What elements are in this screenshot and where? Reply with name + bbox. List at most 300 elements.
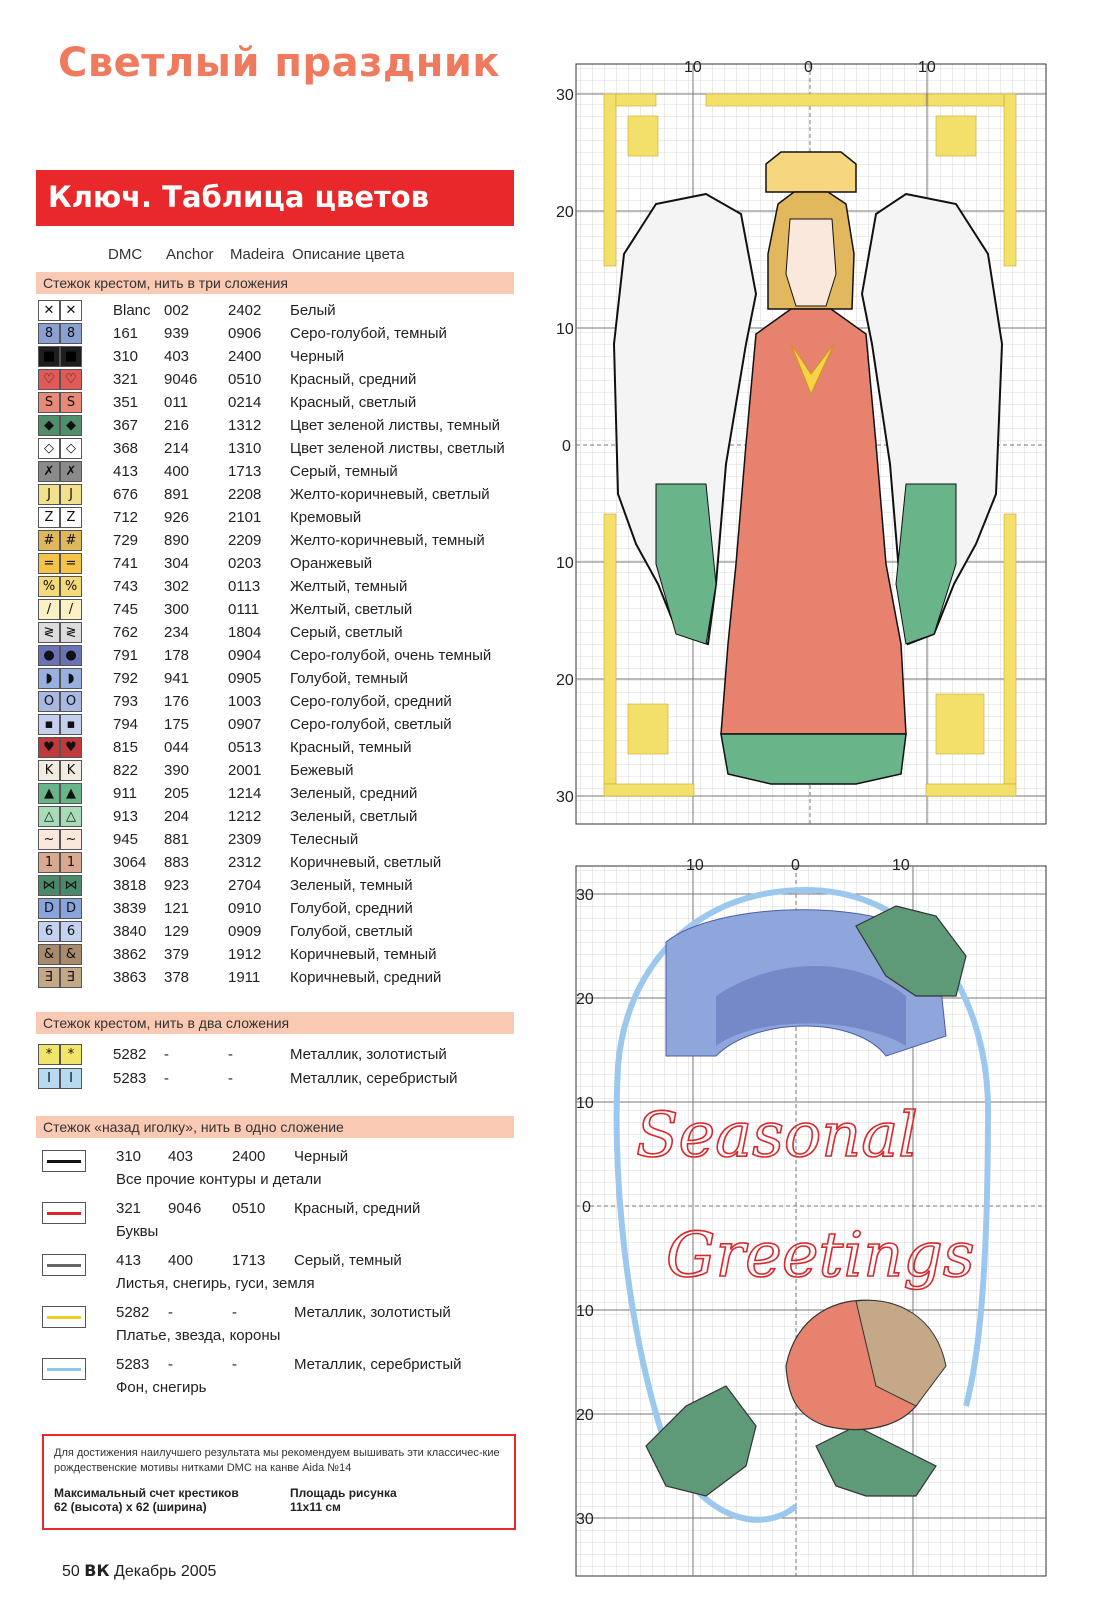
stitch-symbol: ≷ <box>60 622 82 643</box>
stitch-symbol: O <box>38 691 60 712</box>
backstitch-line <box>47 1212 81 1215</box>
anchor-number: 881 <box>164 831 190 848</box>
axis-left-20b: 20 <box>556 672 574 689</box>
dmc-number: 762 <box>113 624 139 641</box>
backstitch-row <box>36 1198 516 1248</box>
stitch-symbol: # <box>38 530 60 551</box>
stitch-symbol: 8 <box>60 323 82 344</box>
dmc-number: 743 <box>113 578 139 595</box>
madeira-number: 0906 <box>228 325 262 342</box>
dmc-number: 413 <box>116 1252 142 1269</box>
color-description: Зеленый, светлый <box>290 808 418 825</box>
color-description: Коричневый, темный <box>290 946 437 963</box>
color-key-row <box>36 414 516 437</box>
backstitch-swatch <box>42 1150 86 1172</box>
anchor-number: - <box>164 1046 169 1063</box>
anchor-number: 923 <box>164 877 190 894</box>
color-key-row <box>36 920 516 943</box>
stitch-symbol: # <box>60 530 82 551</box>
color-description: Металлик, золотистый <box>290 1046 447 1063</box>
dmc-number: 793 <box>113 693 139 710</box>
dmc-number: 945 <box>113 831 139 848</box>
section-title: Стежок крестом, нить в три сложения <box>43 275 288 291</box>
stitch-symbol: = <box>60 553 82 574</box>
color-description: Желто-коричневый, темный <box>290 532 485 549</box>
backstitch-row <box>36 1250 516 1300</box>
color-description: Металлик, серебристый <box>290 1070 458 1087</box>
anchor-number: 891 <box>164 486 190 503</box>
color-key-row <box>36 874 516 897</box>
color-description: Цвет зеленой листвы, светлый <box>290 440 505 457</box>
stitch-symbol: 6 <box>38 921 60 942</box>
color-key-row <box>36 437 516 460</box>
backstitch-row <box>36 1302 516 1352</box>
dmc-number: 791 <box>113 647 139 664</box>
color-key-row <box>36 322 516 345</box>
stitch-symbol: ◆ <box>38 415 60 436</box>
axis-top-left: 10 <box>684 59 702 76</box>
stitch-symbol: I <box>60 1068 82 1089</box>
backstitch-usage: Платье, звезда, короны <box>116 1327 281 1344</box>
backstitch-line <box>47 1368 81 1371</box>
stitch-symbol: % <box>38 576 60 597</box>
dmc-number: 911 <box>113 785 137 802</box>
stitch-symbol: & <box>60 944 82 965</box>
color-description: Красный, средний <box>294 1200 421 1217</box>
anchor-number: 941 <box>164 670 190 687</box>
color-description: Коричневый, светлый <box>290 854 442 871</box>
stitch-symbol: ◆ <box>60 415 82 436</box>
axis-top-left: 10 <box>686 857 704 874</box>
key-table-banner <box>36 170 514 226</box>
dmc-number: 5282 <box>116 1304 150 1321</box>
dmc-number: 310 <box>116 1148 142 1165</box>
dmc-number: 794 <box>113 716 139 733</box>
axis-left-30b: 30 <box>576 1511 594 1528</box>
axis-top-center: 0 <box>804 59 813 76</box>
stitch-symbol: △ <box>38 806 60 827</box>
dmc-number: 368 <box>113 440 139 457</box>
stitch-symbol: ◗ <box>38 668 60 689</box>
stitch-symbol: ♥ <box>60 737 82 758</box>
anchor-number: 129 <box>164 923 190 940</box>
dmc-number: 5282 <box>113 1046 147 1063</box>
color-description: Серо-голубой, светлый <box>290 716 452 733</box>
stitch-symbol: ≷ <box>38 622 60 643</box>
axis-top-center: 0 <box>791 857 800 874</box>
dmc-number: 741 <box>113 555 139 572</box>
color-description: Серый, светлый <box>290 624 403 641</box>
color-key-row <box>36 1043 516 1066</box>
anchor-number: 400 <box>168 1252 194 1269</box>
madeira-number: 1713 <box>232 1252 266 1269</box>
color-key-row <box>36 736 516 759</box>
color-key-row <box>36 506 516 529</box>
madeira-number: 1713 <box>228 463 262 480</box>
axis-left-20: 20 <box>556 204 574 221</box>
color-description: Черный <box>294 1148 349 1165</box>
halo <box>766 152 856 192</box>
madeira-number: 0910 <box>228 900 262 917</box>
dmc-number: 3839 <box>113 900 147 917</box>
stitch-symbol: ✗ <box>38 461 60 482</box>
madeira-number: 1912 <box>228 946 262 963</box>
color-key-row <box>36 966 516 989</box>
column-header-dmc: DMC <box>108 246 143 263</box>
design-area-value: 11x11 см <box>290 1500 341 1514</box>
anchor-number: 379 <box>164 946 190 963</box>
axis-left-10: 10 <box>556 321 574 338</box>
anchor-number: 400 <box>164 463 190 480</box>
anchor-number: 9046 <box>168 1200 202 1217</box>
column-header-madeira: Madeira <box>230 246 285 263</box>
dmc-number: 321 <box>116 1200 142 1217</box>
column-header-anchor: Anchor <box>166 246 214 263</box>
dmc-number: 3862 <box>113 946 147 963</box>
madeira-number: 0113 <box>228 578 261 595</box>
issue-date: Декабрь 2005 <box>113 1563 217 1580</box>
anchor-number: 175 <box>164 716 190 733</box>
madeira-number: 1310 <box>228 440 262 457</box>
anchor-number: - <box>164 1070 169 1087</box>
stitch-count-label: Максимальный счет крестиков <box>54 1486 239 1500</box>
madeira-number: 2209 <box>228 532 262 549</box>
axis-left-20b: 20 <box>576 1407 594 1424</box>
dmc-number: 161 <box>113 325 139 342</box>
color-description: Серо-голубой, очень темный <box>290 647 492 664</box>
page-title: Светлый праздник <box>58 40 501 86</box>
color-key-row <box>36 805 516 828</box>
madeira-number: 1003 <box>228 693 262 710</box>
angel-cross-stitch-chart <box>556 44 1058 830</box>
stitch-symbol: Ǝ <box>60 967 82 988</box>
backstitch-usage: Буквы <box>116 1223 159 1240</box>
seasonal-greetings-chart <box>556 846 1058 1584</box>
stitch-symbol: ~ <box>60 829 82 850</box>
dmc-number: 321 <box>113 371 139 388</box>
madeira-number: 0513 <box>228 739 262 756</box>
stitch-symbol: Z <box>38 507 60 528</box>
color-description: Серый, темный <box>294 1252 402 1269</box>
madeira-number: - <box>228 1046 233 1063</box>
color-key-row <box>36 851 516 874</box>
color-key-row <box>36 460 516 483</box>
stitch-symbol: ✕ <box>38 300 60 321</box>
madeira-number: 0510 <box>232 1200 266 1217</box>
color-key-row <box>36 828 516 851</box>
madeira-number: - <box>232 1304 237 1321</box>
color-key-row <box>36 943 516 966</box>
axis-left-30: 30 <box>576 887 594 904</box>
backstitch-usage: Все прочие контуры и детали <box>116 1171 322 1188</box>
anchor-number: 390 <box>164 762 190 779</box>
backstitch-usage: Фон, снегирь <box>116 1379 207 1396</box>
stitch-symbol: J <box>38 484 60 505</box>
madeira-number: 0905 <box>228 670 262 687</box>
dmc-number: 712 <box>113 509 139 526</box>
recommendation-note <box>42 1434 516 1530</box>
color-key-row <box>36 575 516 598</box>
color-key-row <box>36 759 516 782</box>
color-key-row <box>36 621 516 644</box>
color-key-row <box>36 782 516 805</box>
backstitch-swatch <box>42 1306 86 1328</box>
key-table-title: Ключ. Таблица цветов <box>48 180 430 214</box>
stitch-symbol: ♡ <box>60 369 82 390</box>
dmc-number: 367 <box>113 417 139 434</box>
madeira-number: 0111 <box>228 601 260 618</box>
stitch-symbol: Ǝ <box>38 967 60 988</box>
stitch-symbol: ⋈ <box>38 875 60 896</box>
madeira-number: - <box>228 1070 233 1087</box>
color-key-row <box>36 529 516 552</box>
color-description: Коричневый, средний <box>290 969 442 986</box>
stitch-symbol: S <box>38 392 60 413</box>
color-description: Красный, темный <box>290 739 412 756</box>
anchor-number: 403 <box>168 1148 194 1165</box>
anchor-number: 176 <box>164 693 190 710</box>
stitch-symbol: J <box>60 484 82 505</box>
stitch-symbol: I <box>38 1068 60 1089</box>
stitch-symbol: ◇ <box>60 438 82 459</box>
stitch-symbol: 1 <box>60 852 82 873</box>
color-description: Оранжевый <box>290 555 373 572</box>
angel-chart-svg <box>556 44 1058 830</box>
section-title: Стежок крестом, нить в два сложения <box>43 1015 290 1031</box>
color-key-row <box>36 598 516 621</box>
madeira-number: - <box>232 1356 237 1373</box>
color-description: Желтый, темный <box>290 578 408 595</box>
design-area-label: Площадь рисунка <box>290 1486 397 1500</box>
axis-left-10b: 10 <box>556 555 574 572</box>
stitch-symbol: ♥ <box>38 737 60 758</box>
anchor-number: 304 <box>164 555 190 572</box>
stitch-symbol: ⋈ <box>60 875 82 896</box>
stitch-symbol: / <box>38 599 60 620</box>
color-description: Белый <box>290 302 336 319</box>
color-description: Черный <box>290 348 345 365</box>
stitch-symbol: ● <box>38 645 60 666</box>
stitch-symbol: Z <box>60 507 82 528</box>
stitch-symbol: / <box>60 599 82 620</box>
note-text: Для достижения наилучшего результата мы рекомендуем вышивать эти классичес-кие рождественские мотивы нитками DMC на канве Aida №14 <box>54 1447 500 1474</box>
stitch-symbol: ■ <box>38 346 60 367</box>
backstitch-line <box>47 1316 81 1319</box>
madeira-number: 2001 <box>228 762 262 779</box>
anchor-number: - <box>168 1356 173 1373</box>
dmc-number: 729 <box>113 532 139 549</box>
color-key-row <box>36 299 516 322</box>
section-cross-stitch-three-strands <box>36 272 514 294</box>
greeting-line-1: Seasonal <box>636 1098 918 1171</box>
anchor-number: 926 <box>164 509 190 526</box>
madeira-number: 1214 <box>228 785 262 802</box>
color-key-row <box>36 483 516 506</box>
color-description: Серо-голубой, темный <box>290 325 447 342</box>
stitch-symbol: ▪ <box>38 714 60 735</box>
anchor-number: 883 <box>164 854 190 871</box>
anchor-number: 300 <box>164 601 190 618</box>
backstitch-line <box>47 1264 81 1267</box>
color-description: Зеленый, темный <box>290 877 413 894</box>
color-key-row <box>36 644 516 667</box>
color-description: Бежевый <box>290 762 354 779</box>
stitch-symbol: ■ <box>60 346 82 367</box>
dmc-number: 5283 <box>116 1356 150 1373</box>
axis-left-30: 30 <box>556 87 574 104</box>
stitch-symbol: * <box>60 1044 82 1065</box>
stitch-symbol: & <box>38 944 60 965</box>
color-description: Голубой, темный <box>290 670 409 687</box>
anchor-number: - <box>168 1304 173 1321</box>
stitch-symbol: ~ <box>38 829 60 850</box>
madeira-number: 2101 <box>228 509 262 526</box>
madeira-number: 1312 <box>228 417 262 434</box>
backstitch-usage: Листья, снегирь, гуси, земля <box>116 1275 315 1292</box>
anchor-number: 214 <box>164 440 190 457</box>
anchor-number: 890 <box>164 532 190 549</box>
madeira-number: 1911 <box>228 969 261 986</box>
anchor-number: 234 <box>164 624 190 641</box>
color-description: Красный, средний <box>290 371 417 388</box>
dmc-number: 5283 <box>113 1070 147 1087</box>
color-key-row <box>36 1067 516 1090</box>
dmc-number: 3064 <box>113 854 147 871</box>
anchor-number: 205 <box>164 785 190 802</box>
anchor-number: 378 <box>164 969 190 986</box>
axis-top-right: 10 <box>892 857 910 874</box>
dmc-number: 3863 <box>113 969 147 986</box>
color-description: Красный, светлый <box>290 394 417 411</box>
section-backstitch <box>36 1116 514 1138</box>
stitch-symbol: ✗ <box>60 461 82 482</box>
stitch-symbol: ▲ <box>60 783 82 804</box>
color-key-row <box>36 667 516 690</box>
page-number: 50 <box>62 1563 80 1580</box>
anchor-number: 044 <box>164 739 190 756</box>
axis-left-0: 0 <box>582 1199 591 1216</box>
seasonal-chart-svg <box>556 846 1058 1584</box>
backstitch-row <box>36 1354 516 1404</box>
stitch-symbol: D <box>60 898 82 919</box>
color-description: Металлик, серебристый <box>294 1356 462 1373</box>
stitch-count-value: 62 (высота) x 62 (ширина) <box>54 1500 207 1514</box>
madeira-number: 2400 <box>232 1148 266 1165</box>
anchor-number: 302 <box>164 578 190 595</box>
color-description: Серый, темный <box>290 463 398 480</box>
dmc-number: 351 <box>113 394 139 411</box>
madeira-number: 0907 <box>228 716 262 733</box>
stitch-symbol: 1 <box>38 852 60 873</box>
madeira-number: 2208 <box>228 486 262 503</box>
madeira-number: 1212 <box>228 808 262 825</box>
backstitch-swatch <box>42 1202 86 1224</box>
color-key-row <box>36 345 516 368</box>
section-cross-stitch-two-strands <box>36 1012 514 1034</box>
color-description: Металлик, золотистый <box>294 1304 451 1321</box>
color-description: Кремовый <box>290 509 362 526</box>
anchor-number: 204 <box>164 808 190 825</box>
section-title: Стежок «назад иголку», нить в одно сложение <box>43 1119 344 1135</box>
madeira-number: 0214 <box>228 394 262 411</box>
axis-top-right: 10 <box>918 59 936 76</box>
dmc-number: 913 <box>113 808 139 825</box>
anchor-number: 178 <box>164 647 190 664</box>
madeira-number: 2312 <box>228 854 262 871</box>
dmc-number: 676 <box>113 486 139 503</box>
greeting-line-2: Greetings <box>666 1218 975 1291</box>
stitch-symbol: = <box>38 553 60 574</box>
anchor-number: 011 <box>164 394 188 411</box>
axis-left-0: 0 <box>562 438 571 455</box>
madeira-number: 0904 <box>228 647 262 664</box>
stitch-symbol: ● <box>60 645 82 666</box>
axis-left-10b: 10 <box>576 1303 594 1320</box>
stitch-symbol: * <box>38 1044 60 1065</box>
color-description: Голубой, светлый <box>290 923 413 940</box>
magazine-logo: ВК <box>84 1561 110 1580</box>
dmc-number: 3818 <box>113 877 147 894</box>
dmc-number: Blanc <box>113 302 151 319</box>
stitch-symbol: D <box>38 898 60 919</box>
color-key-row <box>36 897 516 920</box>
color-key-row <box>36 690 516 713</box>
madeira-number: 0909 <box>228 923 262 940</box>
madeira-number: 2400 <box>228 348 262 365</box>
stitch-symbol: O <box>60 691 82 712</box>
page-footer <box>62 1561 216 1581</box>
anchor-number: 939 <box>164 325 190 342</box>
madeira-number: 2309 <box>228 831 262 848</box>
anchor-number: 002 <box>164 302 190 319</box>
color-description: Голубой, средний <box>290 900 413 917</box>
color-description: Цвет зеленой листвы, темный <box>290 417 500 434</box>
color-key-row <box>36 713 516 736</box>
color-description: Зеленый, средний <box>290 785 418 802</box>
color-description: Телесный <box>290 831 359 848</box>
axis-left-30b: 30 <box>556 789 574 806</box>
stitch-symbol: ✕ <box>60 300 82 321</box>
color-description: Желто-коричневый, светлый <box>290 486 490 503</box>
axis-left-20: 20 <box>576 991 594 1008</box>
anchor-number: 403 <box>164 348 190 365</box>
stitch-symbol: K <box>60 760 82 781</box>
anchor-number: 9046 <box>164 371 198 388</box>
stitch-symbol: 6 <box>60 921 82 942</box>
column-header-description: Описание цвета <box>292 246 405 263</box>
color-key-row <box>36 552 516 575</box>
stitch-symbol: 8 <box>38 323 60 344</box>
axis-left-10: 10 <box>576 1095 594 1112</box>
backstitch-line <box>47 1160 81 1163</box>
color-description: Желтый, светлый <box>290 601 413 618</box>
stitch-symbol: K <box>38 760 60 781</box>
stitch-symbol: ♡ <box>38 369 60 390</box>
stitch-symbol: △ <box>60 806 82 827</box>
backstitch-swatch <box>42 1254 86 1276</box>
stitch-symbol: % <box>60 576 82 597</box>
color-description: Серо-голубой, средний <box>290 693 452 710</box>
dmc-number: 822 <box>113 762 139 779</box>
dmc-number: 792 <box>113 670 139 687</box>
stitch-symbol: ◗ <box>60 668 82 689</box>
anchor-number: 121 <box>164 900 190 917</box>
madeira-number: 2704 <box>228 877 262 894</box>
dmc-number: 815 <box>113 739 139 756</box>
madeira-number: 1804 <box>228 624 262 641</box>
color-key-row <box>36 368 516 391</box>
dmc-number: 745 <box>113 601 139 618</box>
